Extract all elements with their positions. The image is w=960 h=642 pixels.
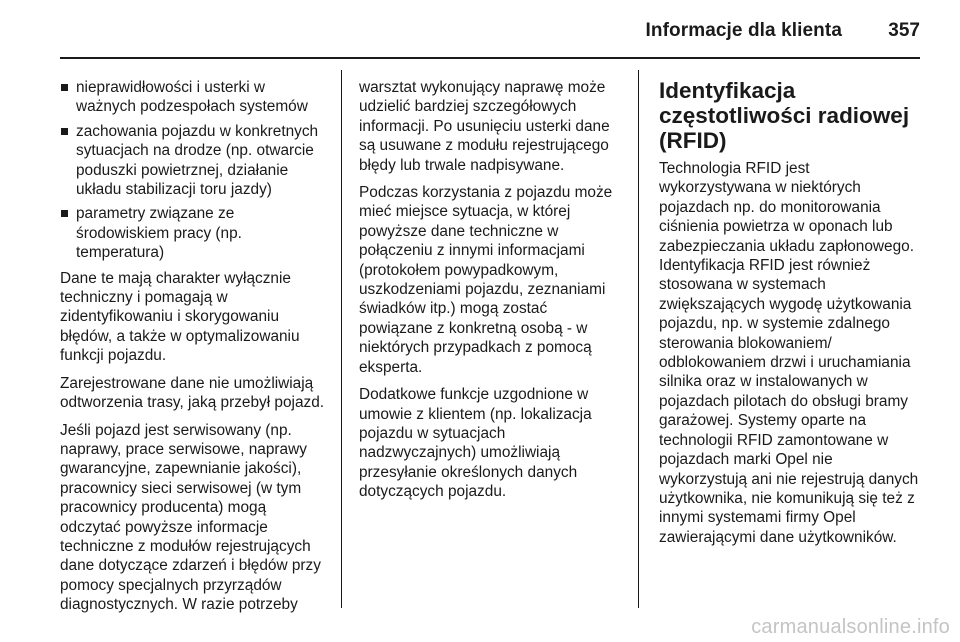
watermark: carmanualsonline.info — [751, 616, 950, 638]
paragraph: Jeśli pojazd jest serwisowany (np. naprawy, prace serwisowe, naprawy gwarancyjne, zapewnianie jakości), pracownicy sieci serwisowej (w tym pracownicy producenta) mogą odczytać powyższe informacje techniczne z modułów rejestrujących dane dotyczące zdarzeń i błędów przy pomocy specjalnych przyrządów diagnostycznych. W razie potrzeby — [60, 421, 321, 614]
column-divider-1 — [341, 70, 342, 608]
list-item-text: zachowania pojazdu w konkretnych sytuacjach na drodze (np. otwarcie poduszki powietrznej, działanie układu stabilizacji toru jazdy) — [76, 122, 319, 199]
paragraph: Dane te mają charakter wyłącznie techniczny i pomagają w zidentyfikowaniu i skorygowaniu błędów, a także w optymalizowaniu funkcji pojazdu. — [60, 269, 300, 365]
list-item-text: parametry związane ze środowiskiem pracy (np. temperatura) — [76, 205, 242, 262]
square-bullet-icon — [61, 128, 68, 135]
text-column-1 — [60, 78, 328, 623]
header-divider — [60, 57, 920, 59]
text-column-2 — [359, 78, 625, 510]
page-number: 357 — [888, 20, 920, 41]
square-bullet-icon — [61, 210, 68, 217]
list-item — [60, 78, 328, 117]
paragraph: Technologia RFID jest wykorzystywana w niektórych pojazdach np. do monitorowania ciśnienia powietrza w oponach lub zabezpieczania układu zapłonowego. Identyfikacja RFID jest również stosowana w systemach zwiększających wygodę użytkowania pojazdu, np. w systemie zdalnego sterowania blokowaniem/ odblokowaniem drzwi i uruchamiania silnika oraz w instalowanych w pojazdach pilotach do obsługi bramy garażowej. Systemy oparte na technologii RFID zamontowane w pojazdach marki Opel nie wykorzystują ani nie rejestrują danych użytkownika, nie komunikują się też z innymi systemami firmy Opel zawierającymi dane użytkowników. — [659, 160, 919, 546]
paragraph: Podczas korzystania z pojazdu może mieć miejsce sytuacja, w której powyższe dane techniczne w połączeniu z innymi informacjami (protokołem powypadkowym, uszkodzeniami pojazdu, zeznaniami świadków itp.) mogą zostać powiązane z konkretną osobą - w niektórych przypadkach z pomocą eksperta. — [359, 184, 613, 376]
paragraph: Dodatkowe funkcje uzgodnione w umowie z klientem (np. lokalizacja pojazdu w sytuacjach nadzwyczajnych) umożliwiają przesyłanie określonych danych dotyczących pojazdu. — [359, 386, 592, 501]
paragraph: warsztat wykonujący naprawę może udzielić bardziej szczegółowych informacji. Po usunięciu usterki dane są usuwane z modułu rejestrującego błędy lub trwale nadpisywane. — [359, 79, 610, 174]
page-header — [0, 0, 960, 60]
list-item-text: nieprawidłowości i usterki w ważnych podzespołach systemów — [76, 79, 308, 116]
list-item — [60, 204, 328, 262]
header-title: Informacje dla klienta — [645, 20, 842, 41]
bullet-list — [60, 78, 328, 263]
list-item — [60, 122, 328, 200]
section-heading: Identyfikacja częstotliwości radiowej (RFID) — [659, 78, 910, 153]
square-bullet-icon — [61, 84, 68, 91]
text-column-3 — [659, 78, 925, 555]
paragraph: Zarejestrowane dane nie umożliwiają odtworzenia trasy, jaką przebył pojazd. — [60, 374, 325, 412]
column-divider-2 — [638, 70, 639, 608]
